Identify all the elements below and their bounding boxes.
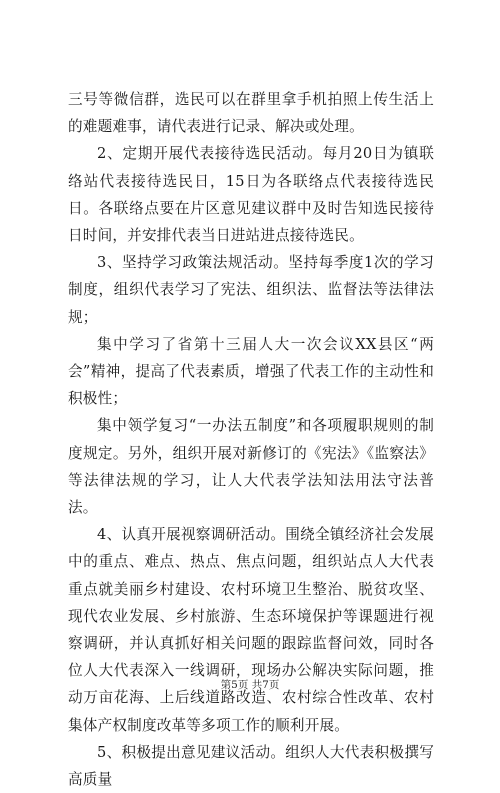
page-number-footer: 第5页 共7页 (220, 679, 280, 691)
paragraph: 5、积极提出意见建议活动。组织人大代表积极撰写高质量 (68, 743, 434, 789)
paragraph: 三号等微信群，选民可以在群里拿手机拍照上传生活上的难题难事，请代表进行记录、解决或处理。 (68, 91, 434, 136)
paragraph: 2、定期开展代表接待选民活动。每月20日为镇联络站代表接待选民日，15日为各联络点代表接待选民日。各联络点要在片区意见建议群中及时告知选民接待日时间，并安排代表当日进站进点接待选民。 (68, 145, 434, 245)
paragraph: 3、坚持学习政策法规活动。坚持每季度1次的学习制度，组织代表学习了宪法、组织法、监督法等法律法规； (68, 254, 434, 326)
paragraph: 集中领学复习“一办法五制度”和各项履职规则的制度规定。另外，组织开展对新修订的《宪法》《监察法》等法律法规的学习，让人大代表学法知法用法守法普法。 (68, 417, 434, 517)
paragraph: 4、认真开展视察调研活动。围绕全镇经济社会发展中的重点、难点、热点、焦点问题，组织站点人大代表重点就美丽乡村建设、农村环境卫生整治、脱贫攻坚、现代农业发展、乡村旅游、生态环境保护等课题进行视察调研，并认真抓好相关问题的跟踪监督问效，同时各位人大代表深入一线调研，现场办公解决实际问题，推动万亩花海、上后线道路改造、农村综合性改革、农村集体产权制度改革等多项工作的顺利开展。 (68, 526, 434, 734)
paragraph: 集中学习了省第十三届人大一次会议XX县区“两会”精神，提高了代表素质，增强了代表工作的主动性和积极性； (68, 335, 434, 408)
